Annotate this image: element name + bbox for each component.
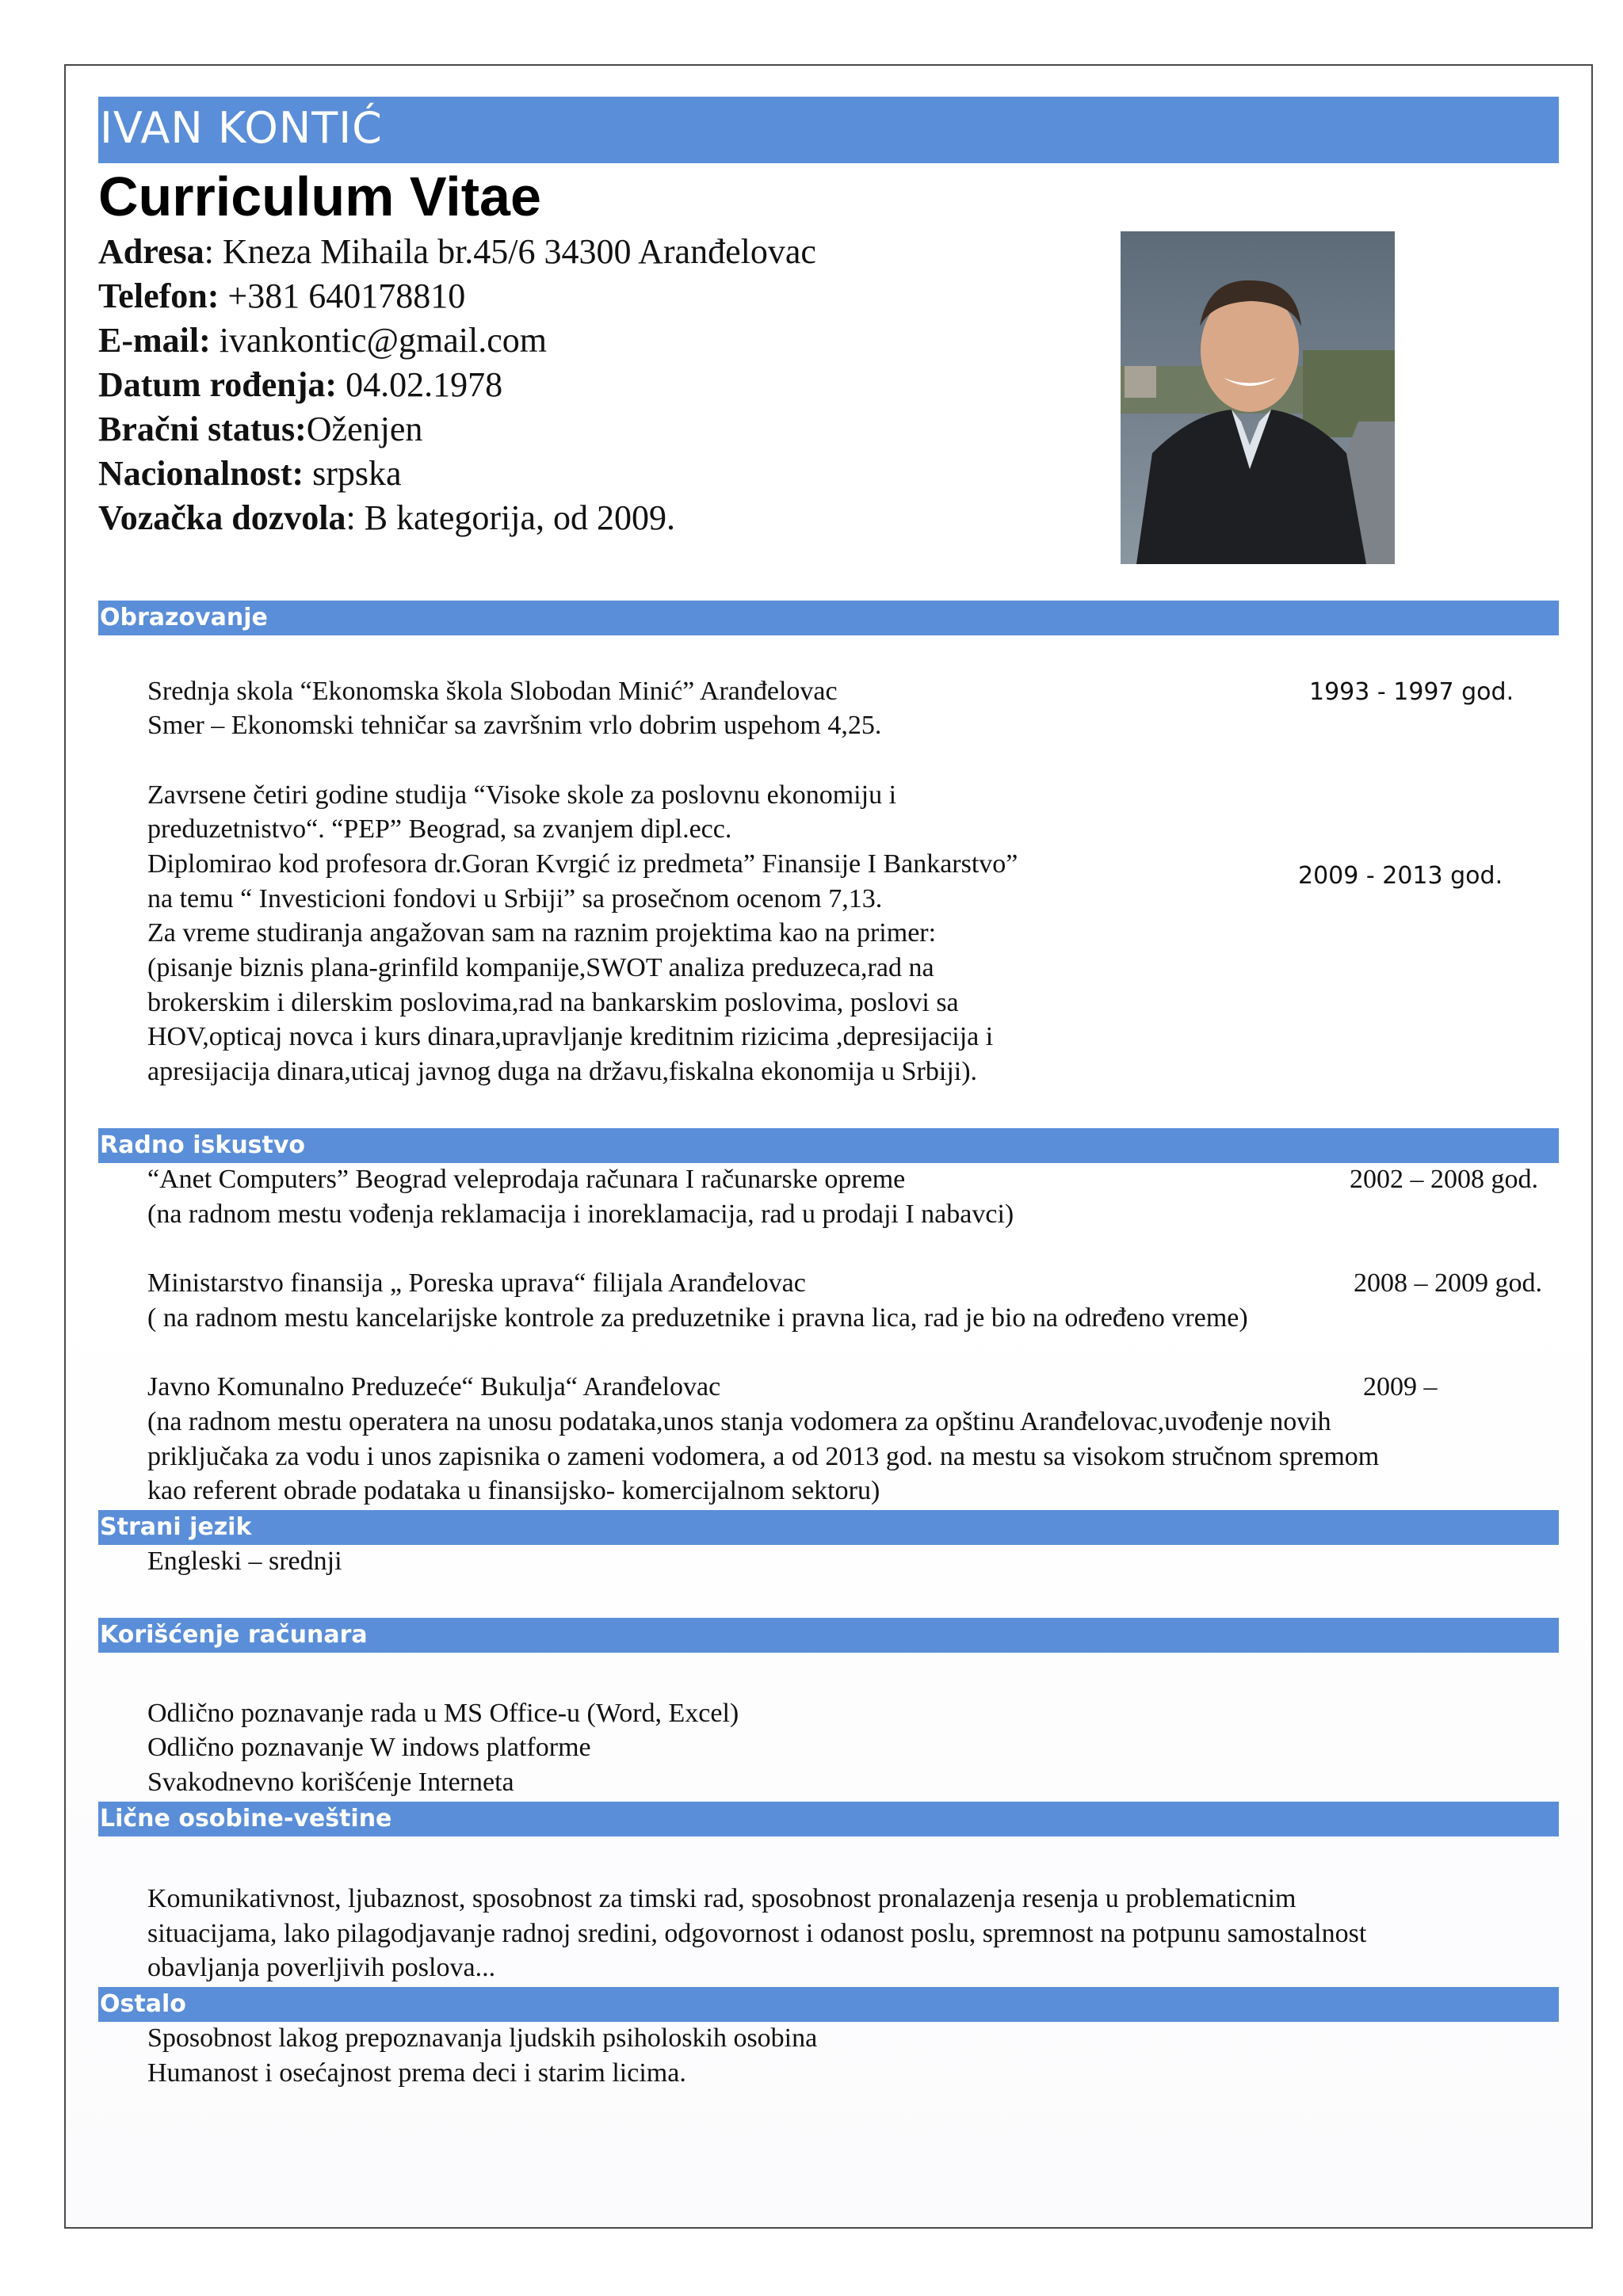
section-other-header: Ostalo [98,1987,1559,2022]
section-skills-header: Lične osobine-veštine [98,1802,1559,1836]
education-line: Zavrsene četiri godine studija “Visoke skole za poslovnu ekonomiju i [147,780,897,810]
info-marital-status: Bračni status:Oženjen [98,410,423,448]
education-line: Smer – Ekonomski tehničar sa završnim vrlo dobrim uspehom 4,25. [147,711,882,740]
info-driving-license: Vozačka dozvola: B kategorija, od 2009. [98,498,675,537]
education-line: (pisanje biznis plana-grinfild kompanije,SWOT analiza preduzeca,rad na [147,953,934,982]
info-email: E-mail: ivankontic@gmail.com [98,321,547,360]
skills-line: Komunikativnost, ljubaznost, sposobnost za timski rad, sposobnost pronalazenja resenja u problematicnim [147,1884,1296,1913]
education-line: HOV,opticaj novca i kurs dinara,upravljanje kreditnim rizicima ,depresijacija i [147,1022,994,1051]
computer-line: Odlično poznavanje W indows platforme [147,1733,591,1762]
skills-line: obavljanja poverljivih poslova... [147,1953,496,1982]
info-birthdate: Datum rođenja: 04.02.1978 [98,365,503,404]
section-language-header: Strani jezik [98,1510,1559,1545]
section-work-header: Radno iskustvo [98,1128,1559,1163]
education-date: 1993 - 1997 god. [1309,678,1514,706]
other-line: Humanost i osećajnost prema deci i starim licima. [147,2058,686,2088]
work-line: priključaka za vodu i unos zapisnika o zameni vodomera, a od 2013 god. na mestu sa visokom stručnom spremom [147,1442,1380,1471]
work-line: ( na radnom mestu kancelarijske kontrole za preduzetnike i pravna lica, rad je bio na određeno vreme) [147,1303,1248,1333]
candidate-name: IVAN KONTIĆ [100,103,383,153]
education-line: brokerskim i dilerskim poslovima,rad na bankarskim poslovima, poslovi sa [147,988,959,1017]
name-banner [98,97,1559,163]
education-line: na temu “ Investicioni fondovi u Srbiji” sa prosečnom ocenom 7,13. [147,884,883,913]
education-line: Za vreme studiranja angažovan sam na raznim projektima kao na primer: [147,918,937,948]
education-date: 2009 - 2013 god. [1298,862,1503,890]
section-education-header: Obrazovanje [98,601,1559,635]
work-date: 2008 – 2009 god. [1354,1268,1542,1298]
skills-line: situacijama, lako pilagodjavanje radnoj sredini, odgovornost i odanost poslu, spremnost na potpunu samostalnost [147,1919,1367,1948]
other-line: Sposobnost lakog prepoznavanja ljudskih psiholoskih osobina [147,2023,818,2053]
work-line: kao referent obrade podataka u finansijsko- komercijalnom sektoru) [147,1476,880,1505]
education-line: preduzetnistvo“. “PEP” Beograd, sa zvanjem dipl.ecc. [147,814,732,844]
work-date: 2009 – [1363,1372,1438,1402]
work-line: Javno Komunalno Preduzeće“ Bukulja“ Aranđelovac [147,1372,721,1402]
work-date: 2002 – 2008 god. [1350,1165,1538,1194]
document-title: Curriculum Vitae [98,166,541,227]
language-line: Engleski – srednji [147,1547,342,1576]
computer-line: Odlično poznavanje rada u MS Office-u (Word, Excel) [147,1699,739,1728]
education-line: apresijacija dinara,uticaj javnog duga na državu,fiskalna ekonomija u Srbiji). [147,1057,978,1086]
work-line: (na radnom mestu operatera na unosu podataka,unos stanja vodomera za opštinu Aranđelovac,uvođenje novih [147,1407,1331,1436]
section-computer-header: Korišćenje računara [98,1618,1559,1653]
info-nationality: Nacionalnost: srpska [98,454,402,493]
work-line: (na radnom mestu vođenja reklamacija i inoreklamacija, rad u prodaji I nabavci) [147,1199,1014,1229]
info-phone: Telefon: +381 640178810 [98,277,466,315]
computer-line: Svakodnevno korišćenje Interneta [147,1768,514,1797]
info-address: Adresa: Kneza Mihaila br.45/6 34300 Aranđelovac [98,232,816,271]
work-line: “Anet Computers” Beograd veleprodaja računara I računarske opreme [147,1165,906,1194]
work-line: Ministarstvo finansija „ Poreska uprava“ filijala Aranđelovac [147,1268,806,1298]
education-line: Diplomirao kod profesora dr.Goran Kvrgić iz predmeta” Finansije I Bankarstvo” [147,849,1018,879]
education-line: Srednja skola “Ekonomska škola Slobodan Minić” Aranđelovac [147,677,838,706]
portrait-photo [1121,231,1395,564]
